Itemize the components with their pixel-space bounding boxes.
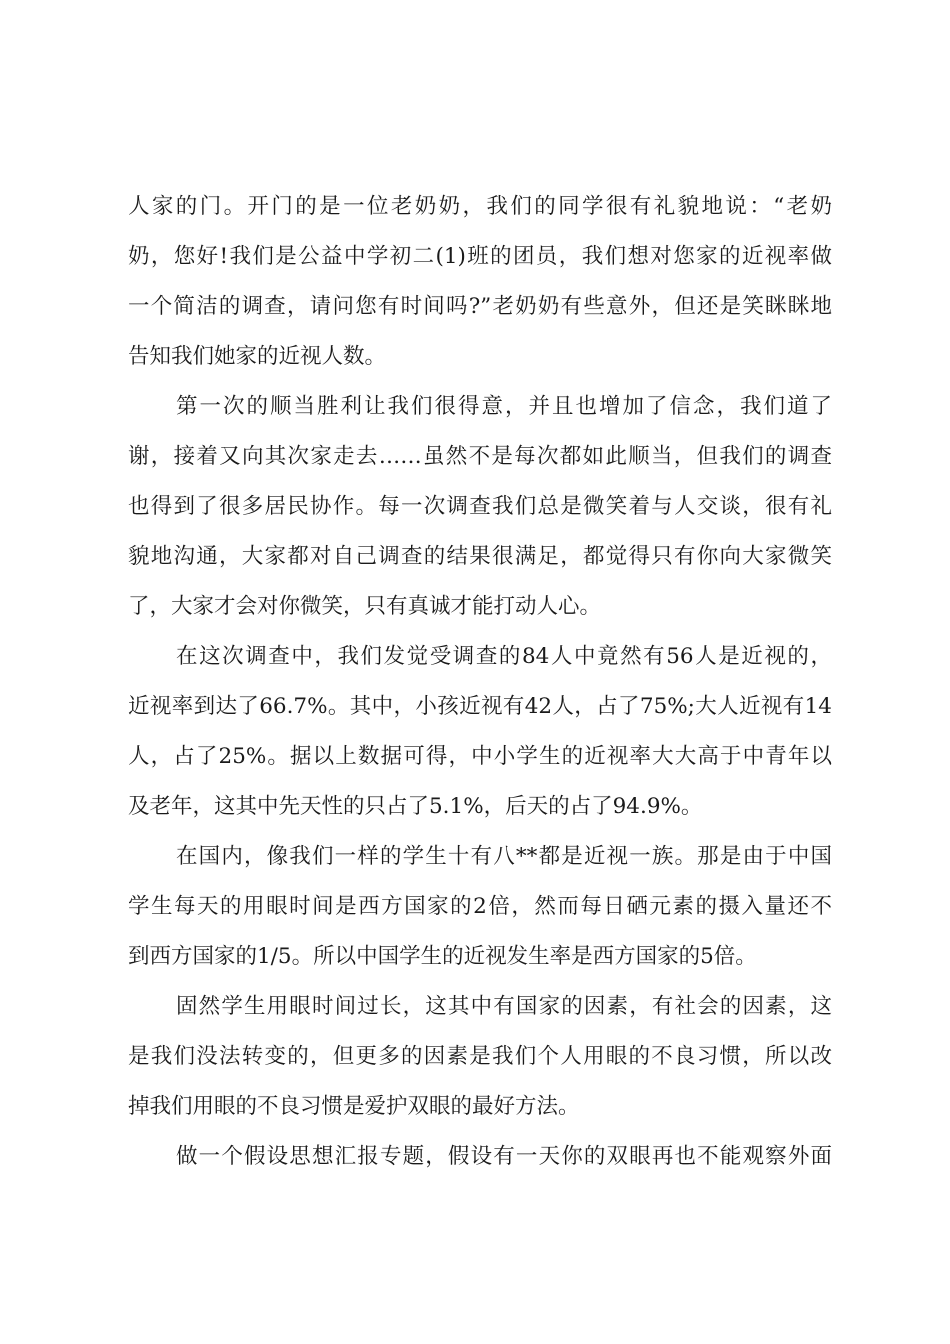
- paragraph-2-line-5: 了，大家才会对你微笑，只有真诚才能打动人心。: [128, 594, 602, 619]
- paragraph-4-line-1: 在国内，像我们一样的学生十有八**都是近视一族。那是由于中国: [176, 844, 832, 869]
- paragraph-1-line-2: 奶，您好!我们是公益中学初二(1)班的团员，我们想对您家的近视率做: [128, 244, 832, 269]
- paragraph-4-line-2: 学生每天的用眼时间是西方国家的2倍，然而每日硒元素的摄入量还不: [128, 894, 832, 919]
- paragraph-1-line-3: 一个简洁的调查，请问您有时间吗?”老奶奶有些意外，但还是笑眯眯地: [128, 294, 832, 319]
- paragraph-3-line-3: 人，占了25%。据以上数据可得，中小学生的近视率大大高于中青年以: [128, 744, 832, 769]
- paragraph-5-line-2: 是我们没法转变的，但更多的因素是我们个人用眼的不良习惯，所以改: [128, 1044, 832, 1069]
- paragraph-2-line-2: 谢，接着又向其次家走去……虽然不是每次都如此顺当，但我们的调查: [128, 444, 832, 469]
- paragraph-4-line-3: 到西方国家的1/5。所以中国学生的近视发生率是西方国家的5倍。: [128, 944, 757, 969]
- paragraph-5-line-3: 掉我们用眼的不良习惯是爱护双眼的最好方法。: [128, 1094, 580, 1119]
- paragraph-3-line-1: 在这次调查中，我们发觉受调查的84人中竟然有56人是近视的，: [176, 644, 832, 669]
- paragraph-3-line-2: 近视率到达了66.7%。其中，小孩近视有42人，占了75%;大人近视有14: [128, 694, 832, 719]
- paragraph-3-line-4: 及老年，这其中先天性的只占了5.1%，后天的占了94.9%。: [128, 794, 703, 819]
- paragraph-2-line-1: 第一次的顺当胜利让我们很得意，并且也增加了信念，我们道了: [176, 394, 832, 419]
- paragraph-5-line-1: 固然学生用眼时间过长，这其中有国家的因素，有社会的因素，这: [176, 994, 832, 1019]
- paragraph-6-line-1: 做一个假设思想汇报专题，假设有一天你的双眼再也不能观察外面: [176, 1144, 832, 1169]
- paragraph-2-line-3: 也得到了很多居民协作。每一次调查我们总是微笑着与人交谈，很有礼: [128, 494, 832, 519]
- paragraph-1-line-4: 告知我们她家的近视人数。: [128, 344, 387, 369]
- paragraph-1-line-1: 人家的门。开门的是一位老奶奶，我们的同学很有礼貌地说：“老奶: [128, 194, 832, 219]
- paragraph-2-line-4: 貌地沟通，大家都对自己调查的结果很满足，都觉得只有你向大家微笑: [128, 544, 832, 569]
